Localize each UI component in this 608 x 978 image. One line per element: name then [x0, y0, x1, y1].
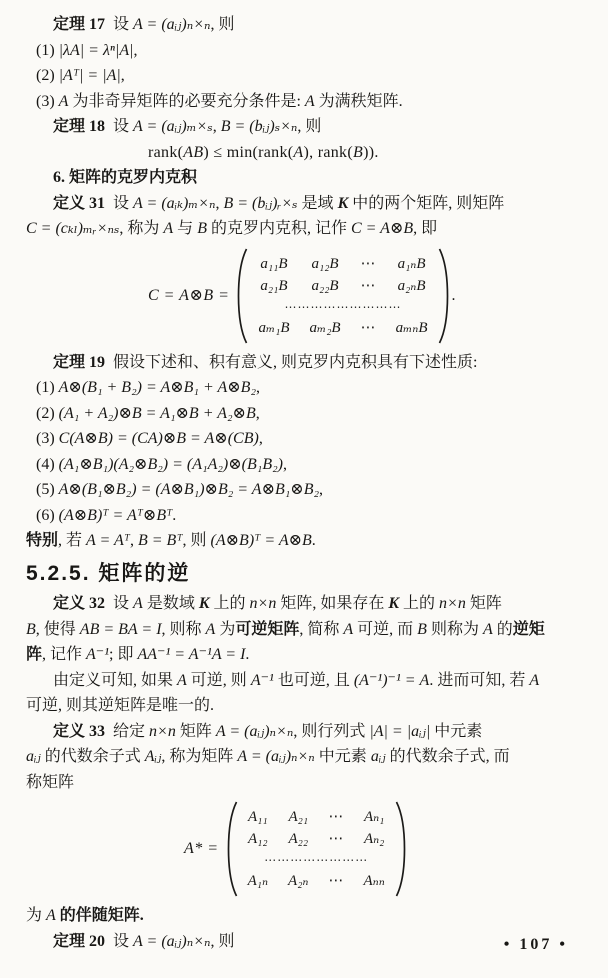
matrix-cell: Aₙₙ: [363, 873, 385, 889]
theorem-label: 定理 20: [53, 932, 106, 950]
definition-33-line-2: [26, 744, 586, 770]
math-run: (A⁻¹)⁻¹ = A: [353, 671, 430, 689]
text-run: 为非奇异矩阵的必要充分条件是:: [68, 92, 305, 110]
text-run: 设: [105, 16, 134, 33]
theorem-17-property-3: [26, 89, 586, 115]
text-run: , 称为: [119, 220, 164, 237]
theorem-19: [26, 350, 586, 376]
definition-33-line-3: [26, 770, 586, 796]
math-run: |A| = |aᵢⱼ|: [369, 722, 431, 740]
matrix-row: [238, 806, 395, 828]
text-run: , 则称: [161, 620, 206, 638]
text-run: 假设下述和、积有意义, 则克罗内克积具有下述性质:: [105, 353, 478, 371]
matrix-row: [238, 828, 395, 850]
text-run: 矩阵, 如果存在: [276, 595, 389, 612]
math-run: B = (bᵢⱼ)ᵣ×ₛ: [223, 194, 298, 212]
math-run: A⁻¹: [86, 646, 110, 663]
math-run: (A₁⊗B₁)(A₂⊗B₂) = (A₁A₂)⊗(B₁B₂): [58, 455, 283, 473]
matrix-ellipsis-row: [248, 297, 437, 317]
text-run: .: [311, 532, 316, 549]
text-run: 矩阵: [465, 595, 502, 612]
matrix-cell: A₁₁: [248, 809, 268, 825]
text-run: , 简称: [299, 620, 344, 638]
math-run: C = (cₖₗ)ₘᵣ×ₙₛ: [26, 220, 120, 237]
math-run: A = (aᵢⱼ)ₙ×ₙ: [237, 748, 315, 765]
text-run: , 则: [210, 16, 235, 33]
matrix-cell: A₂ₙ: [288, 873, 309, 889]
math-run: aᵢⱼ: [370, 748, 386, 765]
text-run: 中的两个矩阵, 则矩阵: [348, 194, 505, 212]
math-run: B: [26, 620, 36, 638]
text-run: 设: [105, 595, 134, 612]
bold-term: 阵: [26, 646, 43, 663]
matrix-cell: a₁ₙB: [397, 255, 426, 272]
kronecker-property-5: [26, 477, 586, 503]
text-run: ,: [133, 41, 138, 59]
matrix-period: .: [451, 286, 456, 304]
kronecker-property-2: [26, 401, 586, 427]
text-run: 可逆, 而: [353, 620, 418, 638]
math-run: ) ≤ min(rank(: [203, 143, 294, 161]
math-run: A: [482, 620, 493, 638]
item-marker: (6): [36, 506, 59, 524]
math-run: A: [343, 620, 354, 638]
text-run: 由定义可知, 如果: [53, 671, 178, 689]
math-run: B: [353, 143, 364, 161]
matrix-cell: ⋯: [328, 809, 344, 825]
page-number: • 107 •: [503, 936, 568, 953]
math-run: (A⊗B)ᵀ = Aᵀ⊗Bᵀ: [58, 506, 173, 524]
text-run: 设: [105, 194, 134, 212]
definition-32-line-2: [26, 617, 586, 643]
item-marker: (3): [36, 430, 59, 447]
math-run: A: [293, 143, 304, 161]
kronecker-property-1: [26, 375, 586, 401]
matrix-ellipsis: ⋯⋯⋯⋯⋯⋯⋯⋯: [264, 853, 369, 867]
math-run: n×n: [149, 722, 176, 740]
math-run: A: [529, 671, 540, 689]
math-run: aᵢⱼ: [26, 748, 41, 765]
text-run: , 则: [210, 932, 235, 950]
math-run: |Aᵀ| = |A|: [58, 67, 121, 84]
text-run: 称矩阵: [26, 773, 75, 791]
math-run: A: [304, 92, 315, 110]
theorem-17: [26, 12, 586, 38]
theorem-label: 定理 19: [53, 353, 106, 371]
text-run: ,: [212, 118, 221, 135]
matrix-ellipsis: ⋯⋯⋯⋯⋯⋯⋯⋯⋯: [284, 299, 402, 314]
bold-term: 的伴随矩阵.: [55, 907, 144, 924]
theorem-label: 定理 18: [53, 118, 106, 135]
heading-text: 5.2.5. 矩阵的逆: [26, 561, 191, 585]
text-run: 是域: [297, 194, 338, 212]
text-run: 为: [215, 620, 236, 638]
adjugate-definition-note: [26, 903, 586, 929]
math-run: A = (aᵢⱼ)ₙ×ₙ: [133, 16, 211, 33]
text-run: , 即: [413, 220, 438, 237]
matrix-cell: aₘ₁B: [258, 319, 290, 336]
matrix-row: [238, 870, 395, 892]
math-run: A: [163, 220, 174, 237]
bold-term: 逆矩: [512, 620, 545, 638]
math-run: A: [133, 595, 143, 612]
math-run: AA⁻¹ = A⁻¹A = I: [137, 646, 246, 663]
rank-inequality-formula: [26, 140, 586, 166]
item-marker: (5): [36, 481, 59, 498]
item-marker: (1): [36, 41, 59, 59]
math-run: A: [177, 671, 187, 689]
matrix-cell: ⋯: [360, 319, 376, 336]
definition-label: 定义 31: [53, 194, 106, 212]
text-run: , 若: [58, 532, 87, 549]
text-run: ,: [215, 194, 224, 212]
text-run: ,: [258, 430, 263, 447]
text-run: ; 即: [109, 646, 138, 663]
text-run: , 称为矩阵: [161, 748, 238, 765]
kronecker-product-matrix-equation: [148, 247, 586, 345]
inverse-uniqueness-line-2: [26, 693, 586, 719]
math-run: A: [46, 907, 56, 924]
text-run: 给定: [105, 722, 150, 740]
matrix-label: A* =: [184, 840, 219, 858]
text-run: 中元素: [430, 722, 483, 740]
text-run: 上的: [209, 595, 250, 612]
text-run: 上的: [399, 595, 440, 612]
math-run: A⊗(B₁ + B₂) = A⊗B₁ + A⊗B₂: [58, 379, 257, 396]
matrix-row: [248, 253, 437, 275]
theorem-17-property-1: [26, 38, 586, 64]
matrix-row: [248, 317, 437, 339]
text-run: ,: [255, 404, 260, 422]
matrix-cell: a₂₂B: [311, 277, 339, 294]
matrix-cell: Aₙ₁: [363, 809, 385, 825]
matrix-cell: a₁₁B: [260, 255, 288, 272]
right-paren: [438, 247, 450, 345]
math-run: |λA| = λⁿ|A|: [58, 41, 134, 59]
matrix-cell: A₁₂: [248, 831, 268, 847]
math-run: A = (aᵢⱼ)ₙ×ₙ: [133, 932, 211, 950]
adjugate-matrix: [238, 806, 395, 892]
text-run: 中元素: [314, 748, 371, 765]
matrix-cell: aₘₙB: [395, 319, 428, 336]
matrix-cell: Aₙ₂: [363, 831, 385, 847]
matrix-cell: a₂ₙB: [397, 277, 426, 294]
math-run: K: [198, 595, 210, 612]
page-content: [26, 12, 586, 954]
definition-31-line-1: [26, 191, 586, 217]
math-run: B: [417, 620, 427, 638]
text-run: ,: [120, 67, 125, 84]
math-run: n×n: [249, 595, 277, 612]
definition-32-line-1: [26, 591, 586, 617]
section-5-2-5-heading: [26, 561, 586, 587]
text-run: 则称为: [426, 620, 483, 638]
text-run: 为: [26, 907, 47, 924]
text-run: , 则行列式: [293, 722, 370, 740]
text-run: .: [245, 646, 250, 663]
math-run: (A⊗B)ᵀ = A⊗B: [210, 532, 312, 549]
text-run: 与: [173, 220, 198, 237]
matrix-cell: A₂₁: [288, 809, 309, 825]
bold-term: 可逆矩阵: [235, 620, 300, 638]
text-run: ,: [129, 532, 138, 549]
math-run: AB = BA = I: [79, 620, 162, 638]
text-run: ,: [282, 455, 287, 473]
text-run: 是数域: [142, 595, 199, 612]
theorem-label: 定理 17: [53, 16, 106, 33]
text-run: 的代数余子式: [40, 748, 145, 765]
definition-33-line-1: [26, 719, 586, 745]
matrix-cell: A₂₂: [288, 831, 309, 847]
math-run: K: [337, 194, 349, 212]
text-run: 设: [105, 932, 134, 950]
definition-32-line-3: [26, 642, 586, 668]
matrix-cell: ⋯: [328, 873, 344, 889]
kronecker-property-4: [26, 452, 586, 478]
matrix-cell: A₁ₙ: [247, 873, 269, 889]
math-run: A⊗(B₁⊗B₂) = (A⊗B₁)⊗B₂ = A⊗B₁⊗B₂: [58, 481, 320, 498]
math-run: (A₁ + A₂)⊗B = A₁⊗B + A₂⊗B: [58, 404, 256, 422]
item-marker: (2): [36, 67, 59, 84]
matrix-cell: aₘ₂B: [309, 319, 341, 336]
kronecker-product-matrix: [248, 253, 437, 339]
math-run: C(A⊗B) = (CA)⊗B = A⊗(CB): [58, 430, 259, 447]
math-run: A: [205, 620, 216, 638]
theorem-17-property-2: [26, 63, 586, 89]
text-run: .: [172, 506, 177, 524]
left-paren: [226, 800, 238, 898]
matrix-cell: ⋯: [360, 277, 376, 294]
text-run: 可逆, 则其逆矩阵是唯一的.: [26, 697, 215, 714]
left-paren: [236, 247, 248, 345]
matrix-label: C = A⊗B =: [148, 286, 230, 304]
theorem-18: [26, 114, 586, 140]
text-run: 的代数余子式, 而: [385, 748, 510, 765]
math-run: A: [58, 92, 69, 110]
math-run: B = (bᵢⱼ)ₛ×ₙ: [220, 118, 298, 135]
text-run: 矩阵: [175, 722, 216, 740]
math-run: Aᵢⱼ: [144, 748, 162, 765]
text-run: 可逆, 则: [186, 671, 251, 689]
special-case-note: [26, 528, 586, 554]
math-run: A = (aᵢₖ)ₘ×ₙ: [133, 194, 216, 212]
math-run: A = (aᵢⱼ)ₘ×ₛ: [133, 118, 213, 135]
text-run: ,: [319, 481, 324, 498]
text-run: 设: [105, 118, 134, 135]
definition-31-line-2: [26, 216, 586, 242]
definition-label: 定义 33: [53, 722, 106, 740]
math-run: rank(: [148, 143, 184, 161]
matrix-cell: a₁₂B: [311, 255, 339, 272]
matrix-ellipsis-row: [238, 850, 395, 870]
theorem-20: [26, 929, 586, 955]
math-run: A = Aᵀ: [86, 532, 130, 549]
math-run: )).: [363, 143, 379, 161]
definition-label: 定义 32: [53, 595, 106, 612]
right-paren: [395, 800, 407, 898]
matrix-row: [248, 275, 437, 297]
bold-term: 特别: [26, 532, 59, 549]
matrix-cell: a₂₁B: [260, 277, 288, 294]
math-run: A⁻¹: [250, 671, 274, 689]
math-run: n×n: [439, 595, 466, 612]
text-run: 也可逆, 且: [273, 671, 354, 689]
text-run: , 则: [297, 118, 322, 135]
math-run: AB: [183, 143, 204, 161]
math-run: C = A⊗B: [350, 220, 414, 237]
math-run: A = (aᵢⱼ)ₙ×ₙ: [215, 722, 294, 740]
text-run: , 记作: [42, 646, 87, 663]
adjugate-matrix-equation: [184, 800, 586, 898]
text-run: ,: [256, 379, 261, 396]
text-run: , 使得: [35, 620, 80, 638]
math-run: B: [197, 220, 207, 237]
text-run: , 则: [182, 532, 211, 549]
matrix-cell: ⋯: [360, 255, 376, 272]
subsection-6-heading: [26, 165, 586, 191]
kronecker-property-3: [26, 426, 586, 452]
heading-text: 6. 矩阵的克罗内克积: [53, 169, 198, 186]
item-marker: (2): [36, 404, 59, 422]
item-marker: (3): [36, 92, 59, 110]
text-run: 的克罗内克积, 记作: [206, 220, 351, 237]
text-run: 为满秩矩阵.: [314, 92, 403, 110]
kronecker-property-6: [26, 503, 586, 529]
math-run: K: [388, 595, 399, 612]
item-marker: (4): [36, 455, 59, 473]
item-marker: (1): [36, 379, 59, 396]
inverse-uniqueness-line-1: [26, 668, 586, 694]
math-run: B = Bᵀ: [137, 532, 183, 549]
text-run: 的: [492, 620, 513, 638]
text-run: . 进而可知, 若: [429, 671, 530, 689]
math-run: ), rank(: [303, 143, 353, 161]
matrix-cell: ⋯: [328, 831, 344, 847]
